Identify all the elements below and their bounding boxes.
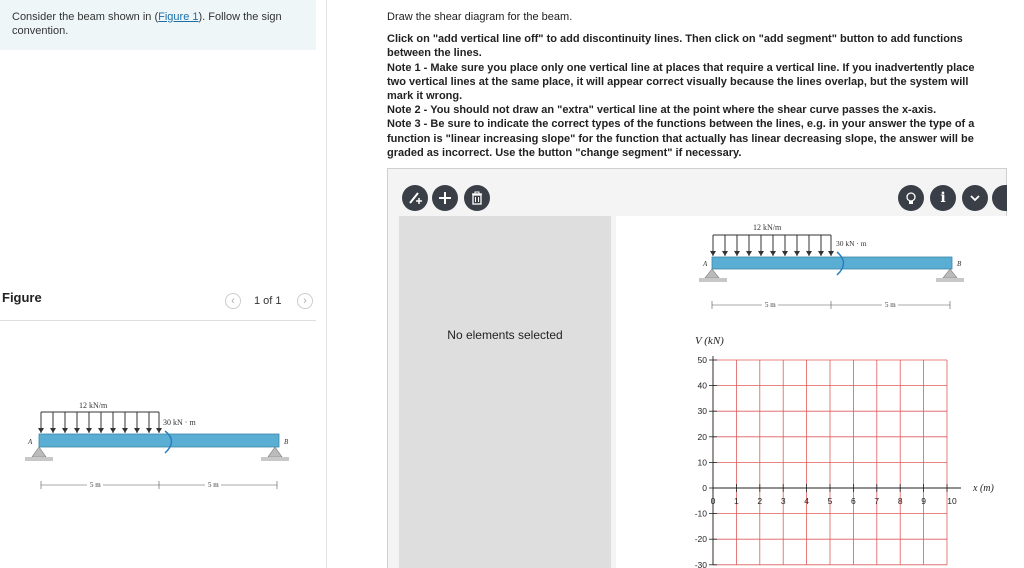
x-tick-label: 8: [897, 496, 903, 506]
x-tick-label: 6: [851, 496, 856, 506]
trash-icon[interactable]: [464, 185, 490, 211]
figure-counter: 1 of 1: [254, 295, 282, 307]
y-tick-label: -10: [694, 508, 707, 519]
graph-beam-body: [712, 257, 952, 269]
span-1-label: 5 m: [90, 481, 101, 489]
add-vertical-line-icon[interactable]: [402, 185, 428, 211]
graph-span-2-label: 5 m: [885, 301, 896, 309]
properties-pane: [399, 216, 611, 568]
x-tick-label: 4: [804, 496, 809, 506]
y-ticks: [695, 355, 717, 568]
x-tick-label: 5: [827, 496, 833, 506]
chevron-right-icon[interactable]: ›: [297, 293, 313, 309]
graph-support-b-label: B: [957, 260, 962, 268]
y-tick-label: -20: [694, 534, 707, 545]
problem-prompt: [12, 10, 302, 38]
figure-title: Figure: [2, 290, 42, 305]
load-label: 12 kN/m: [79, 401, 108, 410]
graph-beam-figure: [698, 218, 968, 318]
x-tick-label: 1: [734, 496, 739, 506]
beam-body: [39, 434, 279, 447]
moment-label: 30 kN · m: [163, 418, 196, 427]
span-2-label: 5 m: [208, 481, 219, 489]
x-tick-label: 3: [780, 496, 786, 506]
y-tick-label: 10: [697, 457, 707, 468]
instruction-note-1: Note 1 - Make sure you place only one vertical line at places that require a vertical line. If you inadvertently place two vertical lines at the same place, it will appear correct visually because the lines overlap, but the system will mark it wrong.: [387, 61, 975, 103]
x-tick-label: 10: [947, 496, 957, 506]
figure-link[interactable]: Figure 1: [158, 11, 199, 23]
panel-divider: [326, 0, 327, 568]
shear-diagram-grid[interactable]: [680, 325, 1000, 568]
beam-figure: [15, 395, 300, 495]
x-ticks: [711, 484, 957, 506]
selection-status: No elements selected: [447, 328, 563, 342]
instruction-note-3: Note 3 - Be sure to indicate the correct types of the functions between the lines, e.g. in your answer the type of a function is "linear increasing slope" for the function that actually has linear decreasing slope, the answer will be graded as incorrect. Use the button "change segment" if necessary.: [387, 118, 975, 159]
instruction-note-2: Note 2 - You should not draw an "extra" vertical line at the point where the shear curve passes the x-axis.: [387, 104, 937, 117]
instruction-intro: Draw the shear diagram for the beam.: [387, 11, 573, 23]
y-tick-label: 0: [702, 483, 707, 493]
x-tick-label: 9: [921, 496, 926, 506]
add-segment-icon[interactable]: [432, 185, 458, 211]
support-b-label: B: [284, 438, 289, 446]
graph-support-a-label: A: [703, 260, 708, 268]
graph-load-label: 12 kN/m: [753, 223, 782, 232]
prompt-text-prefix: Consider the beam shown in (: [12, 11, 159, 23]
graph-span-1-label: 5 m: [765, 301, 776, 309]
y-tick-label: 30: [697, 406, 707, 417]
y-tick-label: 20: [697, 431, 707, 442]
ground-b: [261, 457, 289, 461]
support-a-label: A: [28, 438, 33, 446]
chevron-down-icon[interactable]: [962, 185, 988, 211]
roller-support-b: [268, 447, 282, 457]
x-tick-label: 2: [757, 496, 763, 506]
ground-a: [25, 457, 53, 461]
hint-bulb-icon[interactable]: [898, 185, 924, 211]
grid-lines: [710, 356, 961, 565]
y-tick-label: 50: [697, 355, 707, 365]
x-axis-label: x (m): [973, 483, 994, 494]
info-icon[interactable]: i: [930, 185, 956, 211]
pin-support-a: [32, 447, 46, 457]
prompt-text-suffix: ). Follow the sign convention.: [12, 11, 282, 37]
graph-moment-label: 30 kN · m: [836, 239, 867, 248]
chevron-left-icon[interactable]: ‹: [225, 293, 241, 309]
instructions: [387, 10, 987, 160]
y-tick-label: -30: [694, 559, 707, 568]
instruction-steps: Click on "add vertical line off" to add discontinuity lines. Then click on "add segment" button to add functions between the lines.: [387, 33, 963, 60]
y-axis-label: V (kN): [695, 335, 724, 347]
x-tick-label: 7: [874, 496, 880, 506]
x-tick-label: 0: [710, 496, 716, 506]
y-tick-label: 40: [697, 380, 707, 391]
